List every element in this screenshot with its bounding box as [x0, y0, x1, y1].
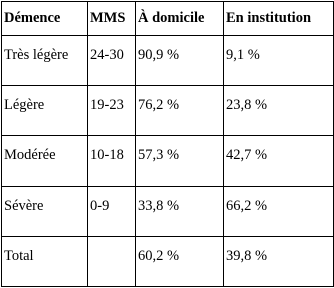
- cell-a-domicile: 60,2 %: [136, 236, 224, 286]
- cell-en-institution: 42,7 %: [224, 136, 334, 186]
- header-en-institution: En institution: [224, 2, 334, 36]
- header-demence: Démence: [2, 2, 88, 36]
- header-a-domicile: À domicile: [136, 2, 224, 36]
- cell-a-domicile: 57,3 %: [136, 136, 224, 186]
- cell-en-institution: 23,8 %: [224, 86, 334, 136]
- cell-demence: Sévère: [2, 186, 88, 236]
- cell-en-institution: 39,8 %: [224, 236, 334, 286]
- cell-demence: Modérée: [2, 136, 88, 186]
- table-row: [2, 36, 334, 86]
- cell-en-institution: 9,1 %: [224, 36, 334, 86]
- table-row: [2, 186, 334, 236]
- table-header-row: [2, 2, 334, 36]
- cell-a-domicile: 90,9 %: [136, 36, 224, 86]
- header-mms: MMS: [88, 2, 136, 36]
- dementia-care-table: [1, 1, 334, 287]
- cell-mms: 19-23: [88, 86, 136, 136]
- cell-mms: 10-18: [88, 136, 136, 186]
- cell-a-domicile: 76,2 %: [136, 86, 224, 136]
- cell-en-institution: 66,2 %: [224, 186, 334, 236]
- cell-a-domicile: 33,8 %: [136, 186, 224, 236]
- cell-mms: 0-9: [88, 186, 136, 236]
- cell-mms: 24-30: [88, 36, 136, 86]
- cell-demence: Très légère: [2, 36, 88, 86]
- cell-mms: [88, 236, 136, 286]
- table-row-total: [2, 236, 334, 286]
- table-row: [2, 86, 334, 136]
- cell-demence: Légère: [2, 86, 88, 136]
- table-row: [2, 136, 334, 186]
- cell-demence: Total: [2, 236, 88, 286]
